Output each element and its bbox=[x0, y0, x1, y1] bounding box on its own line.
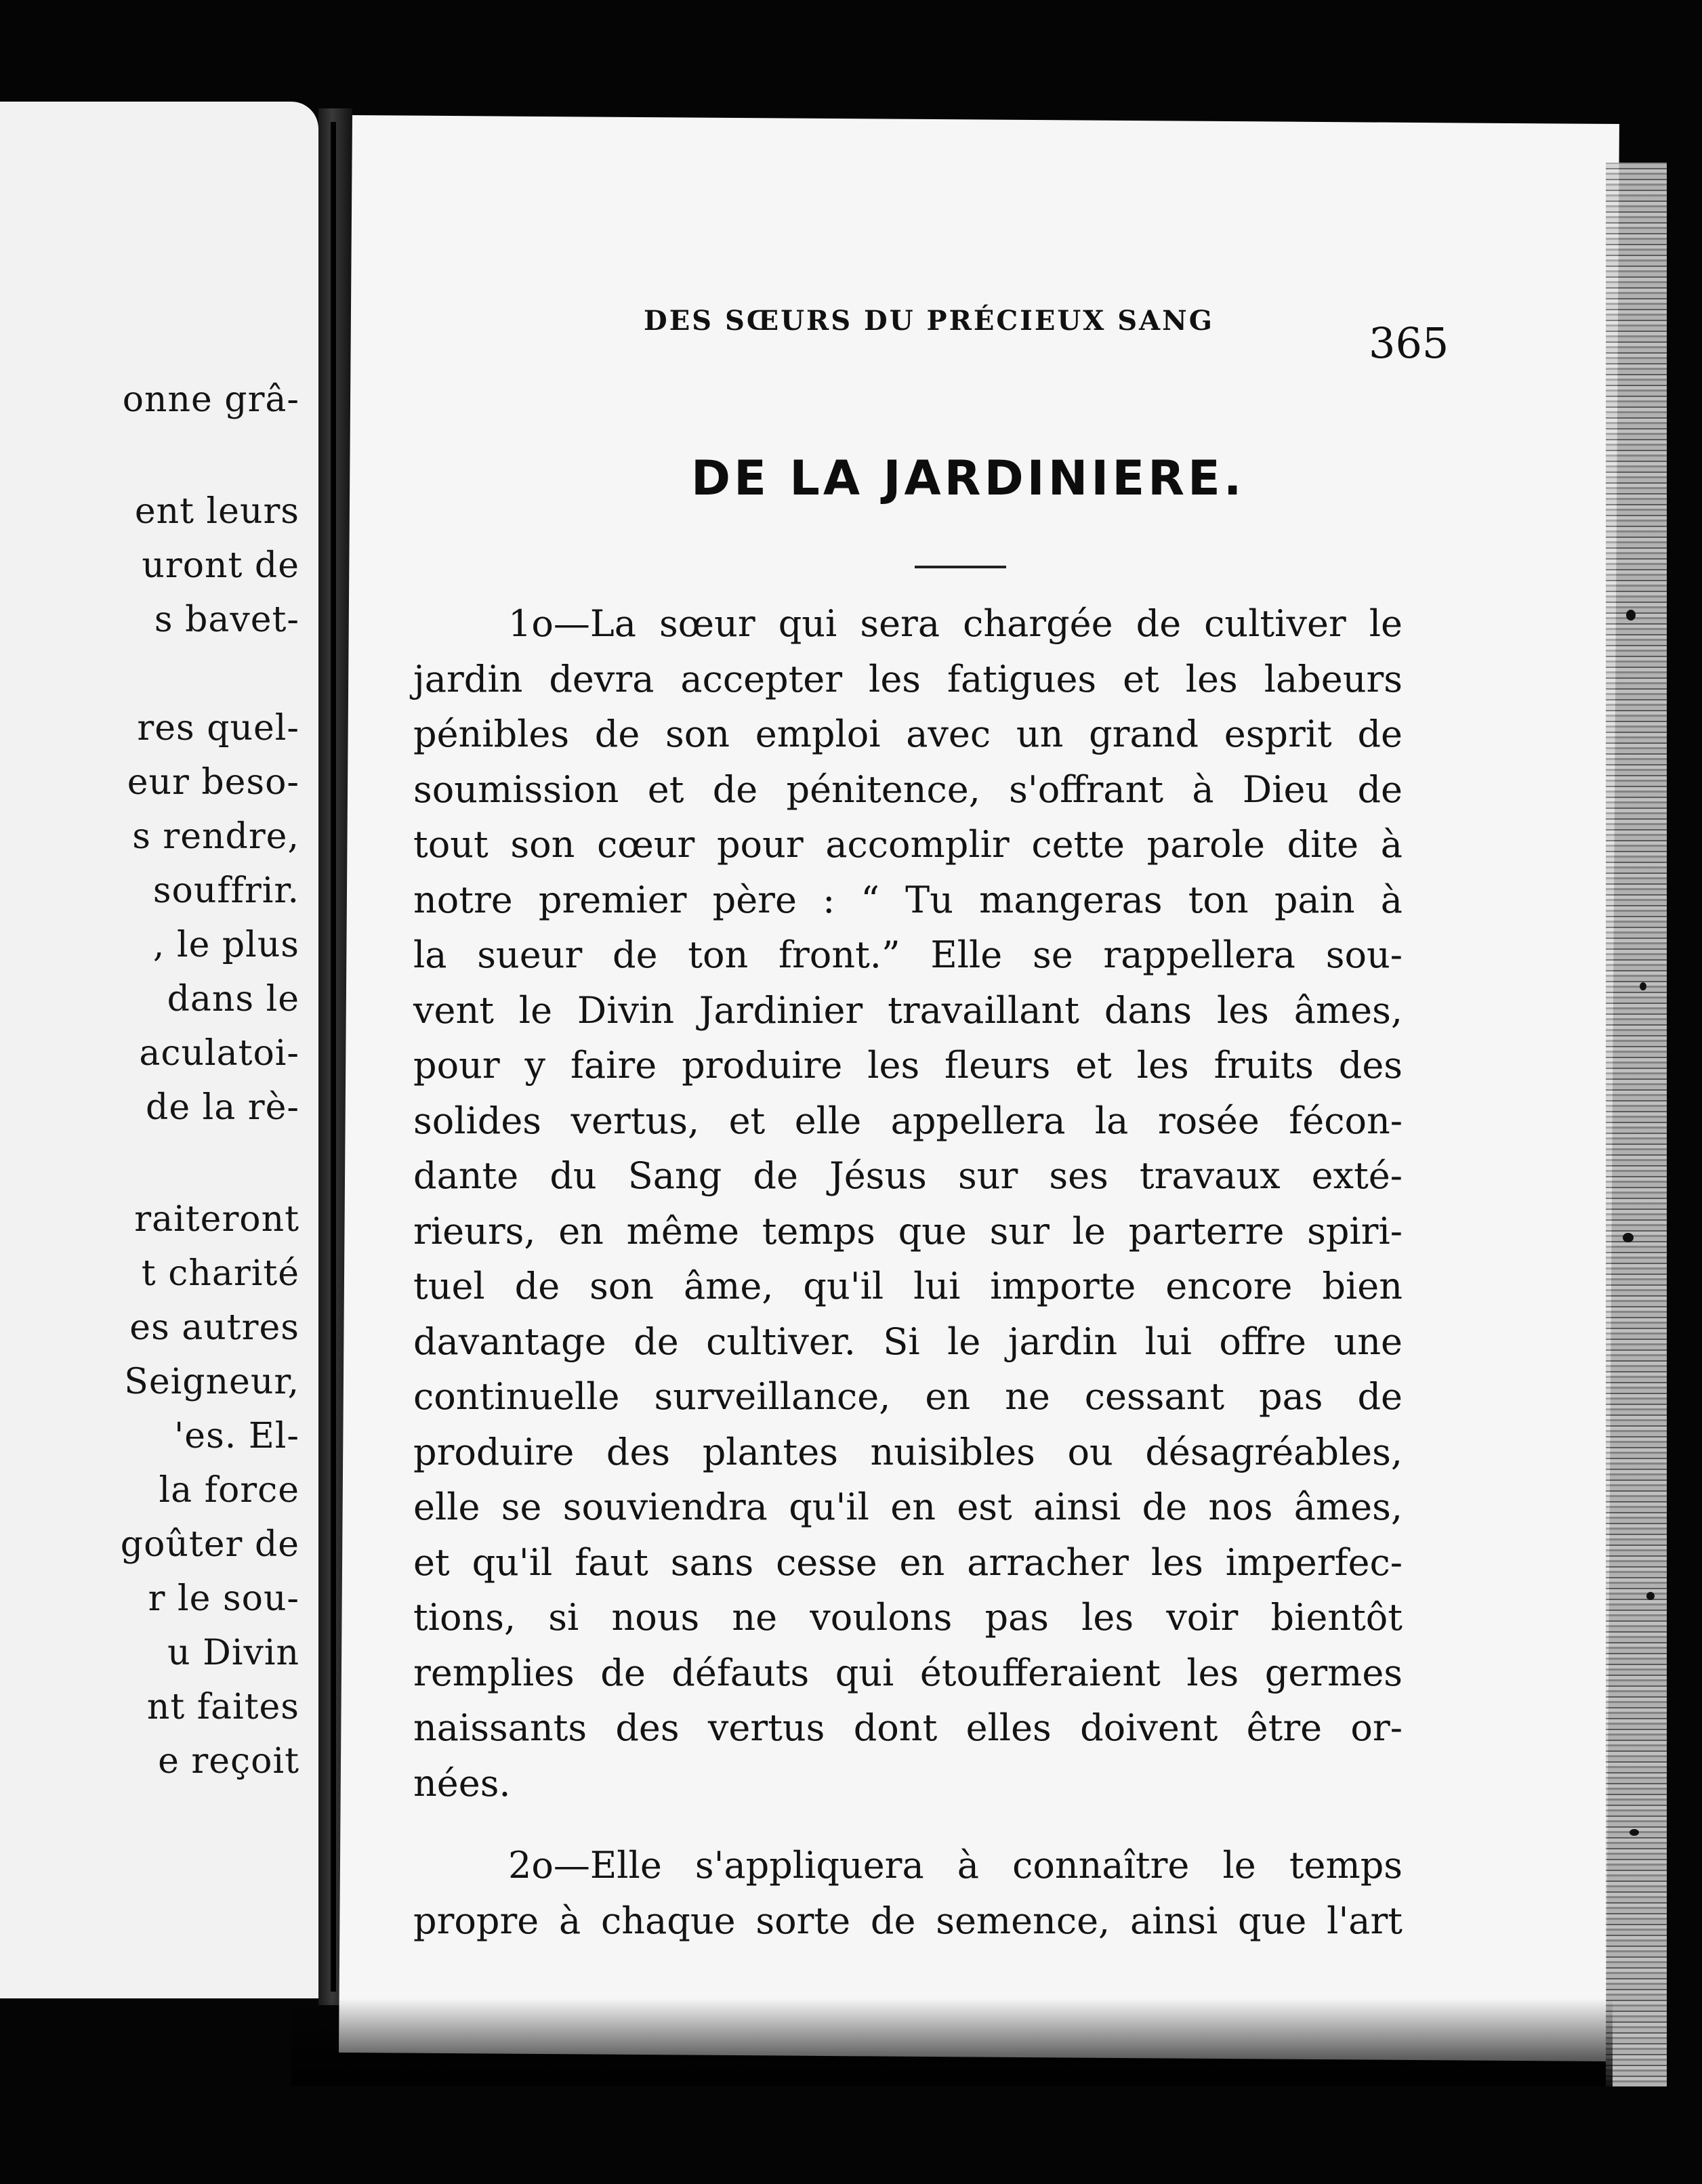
text-line: vent le Divin Jardinier travaillant dans les âmes, bbox=[413, 988, 1403, 1032]
left-line: nt faites bbox=[146, 1687, 299, 1727]
gutter-line bbox=[331, 122, 336, 1992]
left-line: r le sou- bbox=[148, 1578, 299, 1619]
paragraph-gap bbox=[413, 1811, 1403, 1838]
edge-speck bbox=[1623, 1233, 1634, 1242]
left-line: goûter de bbox=[120, 1524, 299, 1565]
running-head: DES SŒURS DU PRÉCIEUX SANG bbox=[644, 305, 1214, 337]
text-line: nées. bbox=[413, 1761, 511, 1805]
text-line: elle se souviendra qu'il en est ainsi de nos âmes, bbox=[413, 1486, 1403, 1528]
left-line: es autres bbox=[129, 1307, 299, 1348]
left-line: aculatoi- bbox=[139, 1033, 299, 1074]
text-line: solides vertus, et elle appellera la rosée fécon- bbox=[413, 1099, 1403, 1142]
left-line: , le plus bbox=[152, 925, 299, 965]
body-text bbox=[413, 596, 1403, 1948]
text-line: produire des plantes nuisibles ou désagréables, bbox=[413, 1430, 1403, 1473]
text-line: tuel de son âme, qu'il lui importe encore bien bbox=[413, 1265, 1403, 1307]
text-line: davantage de cultiver. Si le jardin lui offre une bbox=[413, 1320, 1403, 1363]
text-line: pour y faire produire les fleurs et les fruits des bbox=[413, 1044, 1403, 1087]
text-line: jardin devra accepter les fatigues et les labeurs bbox=[413, 657, 1403, 700]
text-line: soumission et de pénitence, s'offrant à Dieu de bbox=[413, 768, 1403, 811]
title-rule bbox=[915, 566, 1006, 568]
left-line: raiteront bbox=[134, 1199, 299, 1240]
left-line: de la rè- bbox=[146, 1087, 299, 1128]
edge-speck bbox=[1640, 982, 1646, 990]
left-line: la force bbox=[159, 1470, 299, 1511]
text-line: pénibles de son emploi avec un grand esprit de bbox=[413, 713, 1403, 755]
left-line: souffrir. bbox=[152, 870, 299, 911]
edge-speck bbox=[1646, 1592, 1655, 1600]
text-line: dante du Sang de Jésus sur ses travaux exté- bbox=[413, 1154, 1403, 1197]
left-line: 'es. El- bbox=[174, 1416, 299, 1456]
left-line: dans le bbox=[167, 979, 299, 1020]
text-line: propre à chaque sorte de semence, ainsi que l'art bbox=[413, 1899, 1403, 1942]
left-line: eur beso- bbox=[127, 762, 299, 803]
section-title: DE LA JARDINIERE. bbox=[691, 450, 1245, 506]
left-line: e reçoit bbox=[158, 1741, 299, 1782]
left-line: u Divin bbox=[167, 1633, 299, 1673]
text-line: 2o—Elle s'appliquera à connaître le temps bbox=[508, 1844, 1403, 1887]
left-line: Seigneur, bbox=[124, 1362, 299, 1402]
text-line: naissants des vertus dont elles doivent être or- bbox=[413, 1706, 1403, 1749]
edge-speck bbox=[1626, 610, 1636, 621]
left-page bbox=[0, 102, 318, 1998]
edge-speck bbox=[1630, 1829, 1639, 1836]
bottom-shadow bbox=[291, 1998, 1613, 2086]
text-line: 1o—La sœur qui sera chargée de cultiver le bbox=[508, 602, 1403, 645]
left-line: res quel- bbox=[137, 708, 299, 749]
text-line: rieurs, en même temps que sur le parterre spiri- bbox=[413, 1209, 1403, 1253]
page-number: 365 bbox=[1369, 318, 1449, 368]
text-line: et qu'il faut sans cesse en arracher les imperfec- bbox=[413, 1540, 1403, 1584]
left-line: s bavet- bbox=[154, 600, 299, 640]
text-line: remplies de défauts qui étoufferaient les germes bbox=[413, 1651, 1403, 1694]
text-line: tout son cœur pour accomplir cette parole dite à bbox=[413, 823, 1403, 866]
text-line: continuelle surveillance, en ne cessant pas de bbox=[413, 1375, 1403, 1418]
page-edge bbox=[1606, 163, 1667, 2086]
text-line: la sueur de ton front.” Elle se rappellera sou- bbox=[413, 933, 1403, 976]
left-line: s rendre, bbox=[132, 816, 299, 857]
text-line: tions, si nous ne voulons pas les voir bientôt bbox=[413, 1596, 1403, 1639]
left-line: t charité bbox=[141, 1253, 299, 1294]
left-line: onne grâ- bbox=[122, 379, 299, 420]
left-line: uront de bbox=[142, 545, 299, 586]
left-line: ent leurs bbox=[134, 491, 299, 532]
text-line: notre premier père : “ Tu mangeras ton pain à bbox=[413, 878, 1403, 921]
